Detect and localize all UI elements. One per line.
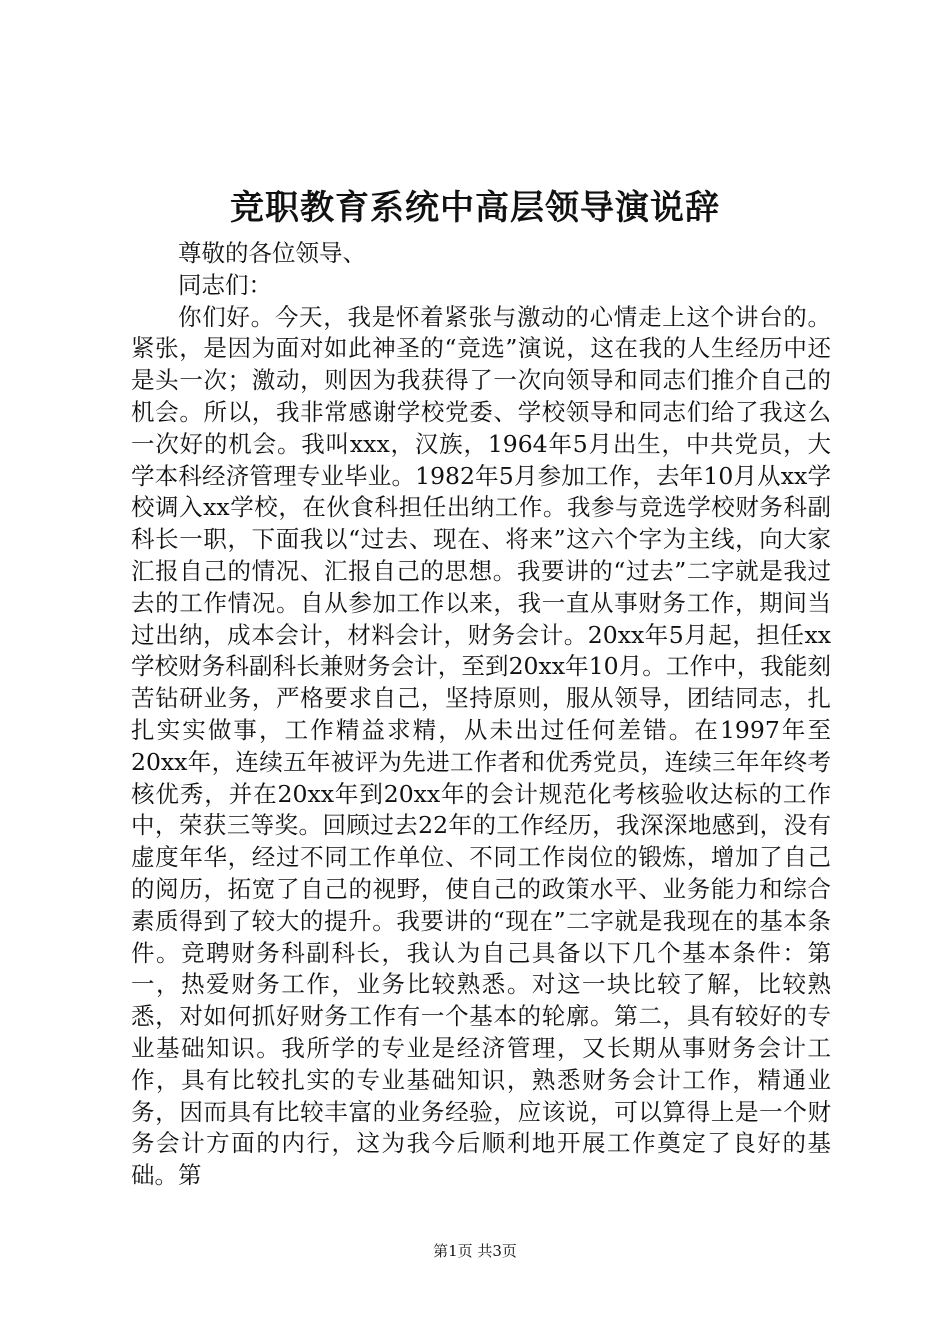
document-body — [131, 238, 831, 1192]
document-title: 竞职教育系统中高层领导演说辞 — [230, 188, 720, 228]
salutation-line-2: 同志们： — [178, 270, 272, 299]
salutation-line-1: 尊敬的各位领导、 — [178, 239, 366, 267]
body-paragraph: 你们好。今天，我是怀着紧张与激动的心情走上这个讲台的。紧张，是因为面对如此神圣的“竞选”演说，这在我的人生经历中还是头一次；激动，则因为我获得了一次向领导和同志们推介自己的机会。所以，我非常感谢学校党委、学校领导和同志们给了我这么一次好的机会。我叫xxx，汉族，1964年5月出生，中共党员，大学本科经济管理专业毕业。1982年5月参加工作，去年10月从xx学校调入xx学校，在伙食科担任出纳工作。我参与竞选学校财务科副科长一职，下面我以“过去、现在、将来”这六个字为主线，向大家汇报自己的情况、汇报自己的思想。我要讲的“过去”二字就是我过去的工作情况。自从参加工作以来，我一直从事财务工作，期间当过出纳，成本会计，材料会计，财务会计。20xx年5月起，担任xx学校财务科副科长兼财务会计，至到20xx年10月。工作中，我能刻苦钻研业务，严格要求自己，坚持原则，服从领导，团结同志，扎扎实实做事，工作精益求精，从未出过任何差错。在1997年至20xx年，连续五年被评为先进工作者和优秀党员，连续三年年终考核优秀，并在20xx年到20xx年的会计规范化考核验收达标的工作中，荣获三等奖。回顾过去22年的工作经历，我深深地感到，没有虚度年华，经过不同工作单位、不同工作岗位的锻炼，增加了自己的阅历，拓宽了自己的视野，使自己的政策水平、业务能力和综合素质得到了较大的提升。我要讲的“现在”二字就是我现在的基本条件。竞聘财务科副科长，我认为自己具备以下几个基本条件：第一，热爱财务工作，业务比较熟悉。对这一块比较了解，比较熟悉，对如何抓好财务工作有一个基本的轮廓。第二，具有较好的专业基础知识。我所学的专业是经济管理，又长期从事财务会计工作，具有比较扎实的专业基础知识，熟悉财务会计工作，精通业务，因而具有比较丰富的业务经验，应该说，可以算得上是一个财务会计方面的内行，这为我今后顺利地开展工作奠定了良好的基础。第 — [131, 302, 831, 1190]
page-footer: 第1页 共3页 — [433, 1242, 517, 1260]
